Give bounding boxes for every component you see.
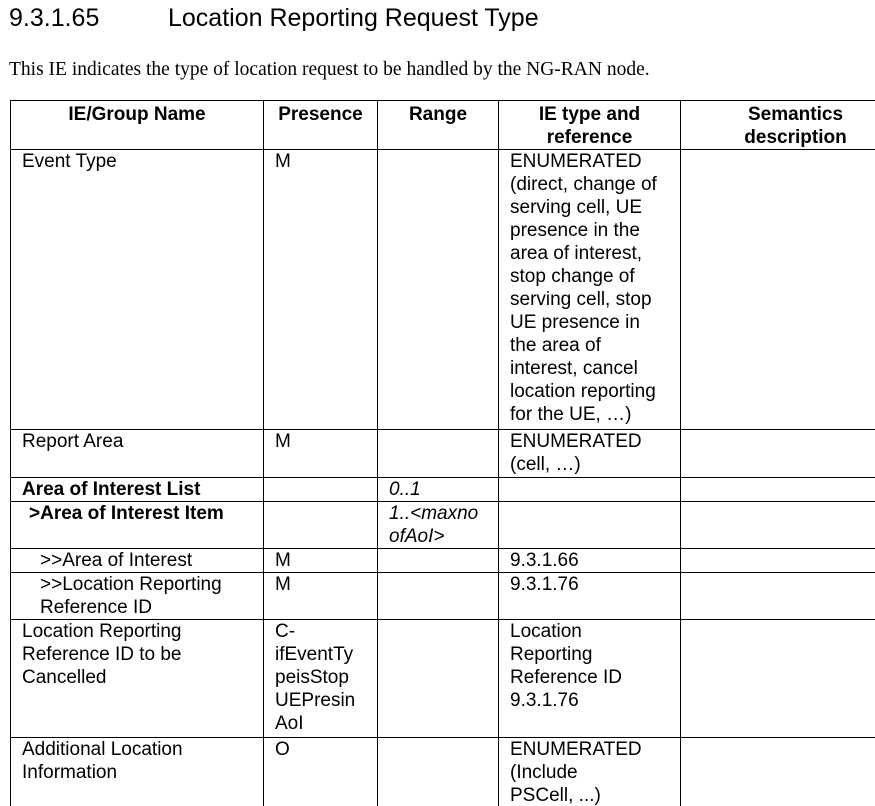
cell-range — [378, 738, 499, 806]
cell-type — [499, 502, 681, 549]
cell-name: >Area of Interest Item — [11, 502, 264, 549]
cell-range — [378, 573, 499, 620]
cell-type: ENUMERATED (cell, …) — [499, 430, 681, 478]
cell-presence — [264, 502, 378, 549]
cell-semantics — [681, 738, 875, 806]
header-semantics: Semantics description — [681, 101, 875, 150]
cell-type: 9.3.1.66 — [499, 549, 681, 573]
section-title: Location Reporting Request Type — [168, 4, 539, 32]
table-row — [11, 430, 875, 478]
table-row — [11, 549, 875, 573]
cell-presence: M — [264, 549, 378, 573]
table-row — [11, 620, 875, 738]
header-ie-type: IE type and reference — [499, 101, 681, 150]
cell-presence: M — [264, 430, 378, 478]
header-ie-group-name: IE/Group Name — [11, 101, 264, 150]
table-row — [11, 150, 875, 430]
cell-type: ENUMERATED (direct, change of serving cell, UE presence in the area of interest, stop change of serving cell, stop UE presence in the area of interest, cancel location reporting for the UE, …) — [499, 150, 681, 430]
section-number: 9.3.1.65 — [9, 4, 100, 32]
cell-name: Event Type — [11, 150, 264, 430]
header-range: Range — [378, 101, 499, 150]
cell-name: Additional Location Information — [11, 738, 264, 806]
cell-semantics — [681, 549, 875, 573]
header-presence: Presence — [264, 101, 378, 150]
cell-name: >>Location Reporting Reference ID — [11, 573, 264, 620]
cell-semantics — [681, 430, 875, 478]
table-row — [11, 502, 875, 549]
cell-presence: M — [264, 150, 378, 430]
cell-range — [378, 150, 499, 430]
cell-semantics — [681, 502, 875, 549]
table-row — [11, 573, 875, 620]
cell-name: Area of Interest List — [11, 478, 264, 502]
cell-range — [378, 430, 499, 478]
cell-presence: M — [264, 573, 378, 620]
cell-range — [378, 620, 499, 738]
table-header-row — [11, 101, 875, 150]
cell-name: >>Area of Interest — [11, 549, 264, 573]
section-heading — [9, 4, 539, 33]
cell-presence: C- ifEventTy peisStop UEPresin AoI — [264, 620, 378, 738]
ie-table — [10, 100, 875, 806]
cell-presence — [264, 478, 378, 502]
cell-semantics — [681, 150, 875, 430]
table-row — [11, 478, 875, 502]
cell-semantics — [681, 478, 875, 502]
cell-range: 0..1 — [378, 478, 499, 502]
intro-paragraph: This IE indicates the type of location request to be handled by the NG-RAN node. — [9, 59, 650, 80]
cell-type — [499, 478, 681, 502]
table-row — [11, 738, 875, 806]
cell-range: 1..<maxno ofAoI> — [378, 502, 499, 549]
cell-name: Location Reporting Reference ID to be Cancelled — [11, 620, 264, 738]
cell-range — [378, 549, 499, 573]
cell-presence: O — [264, 738, 378, 806]
cell-semantics — [681, 620, 875, 738]
cell-name: Report Area — [11, 430, 264, 478]
cell-semantics — [681, 573, 875, 620]
cell-type: 9.3.1.76 — [499, 573, 681, 620]
cell-type: Location Reporting Reference ID 9.3.1.76 — [499, 620, 681, 738]
cell-type: ENUMERATED (Include PSCell, ...) — [499, 738, 681, 806]
